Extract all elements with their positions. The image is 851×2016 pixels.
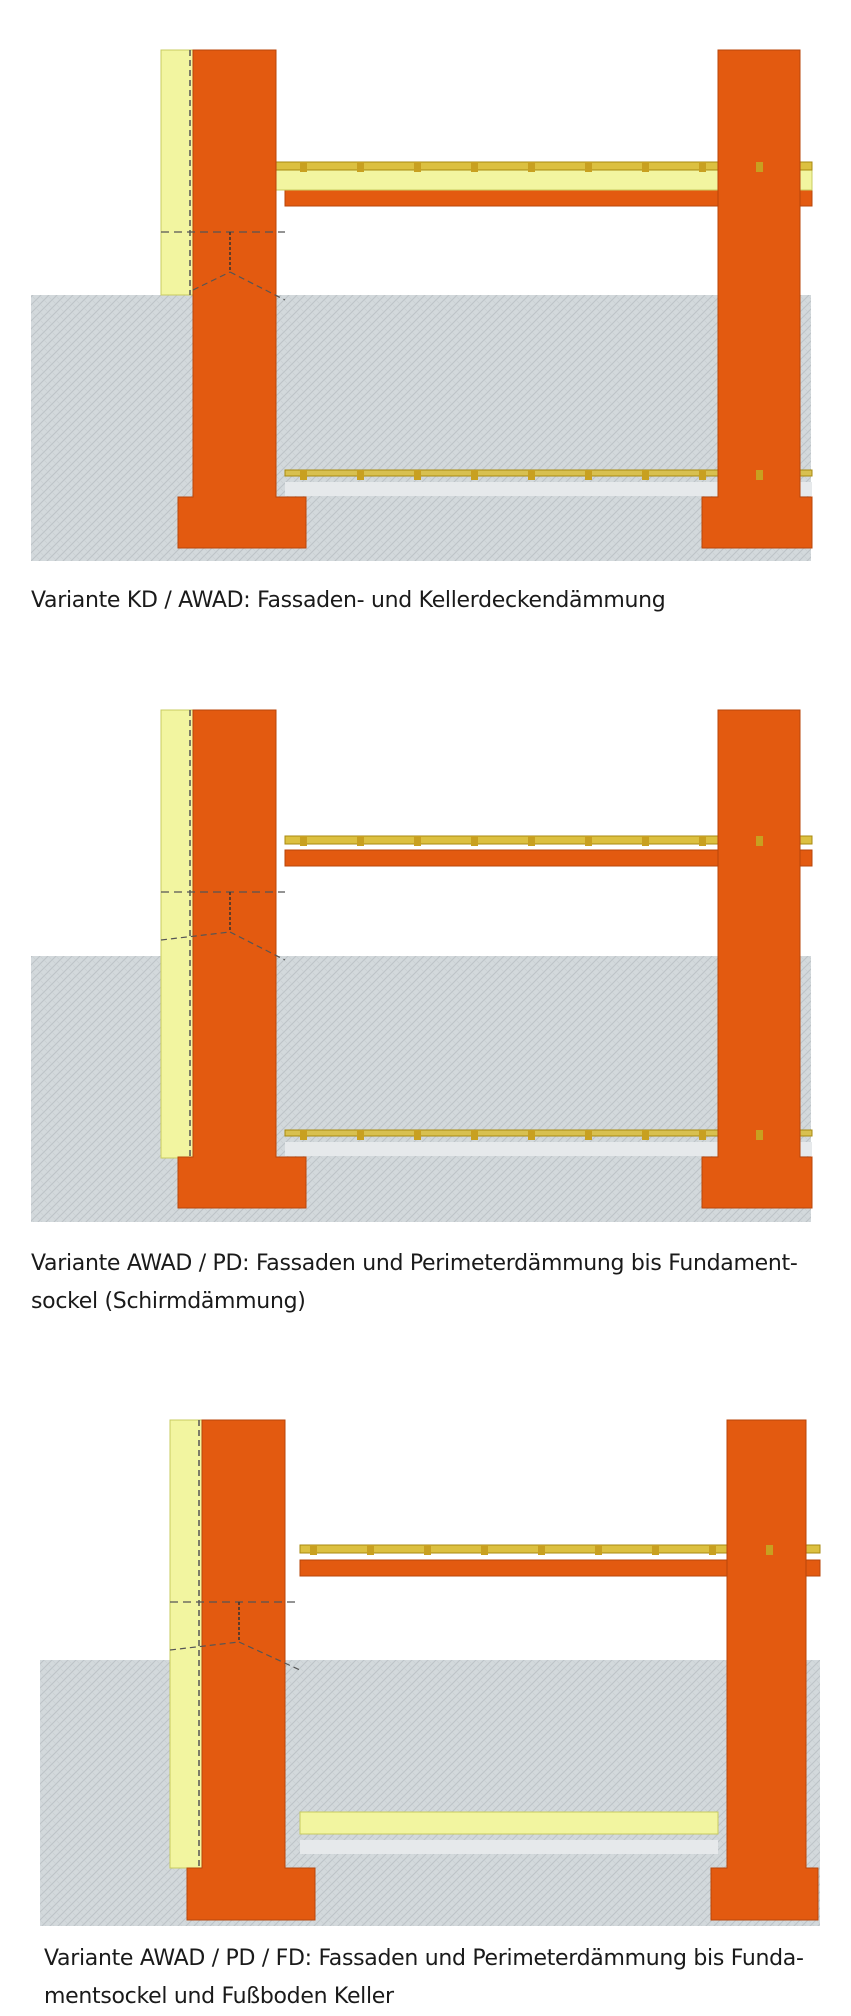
floor-batten [766, 1545, 773, 1555]
floor-batten [357, 1130, 364, 1140]
floor-batten [528, 1130, 535, 1140]
caption-variant-3-line1: Variante AWAD / PD / FD: Fassaden und Perimeterdämmung bis Funda- [44, 1946, 804, 1971]
floor-batten [367, 1545, 374, 1555]
floor-batten [528, 162, 535, 172]
floor-batten [310, 1545, 317, 1555]
floor-batten [585, 470, 592, 480]
floor-batten [756, 470, 763, 480]
floor-batten [357, 836, 364, 846]
caption-variant-1 [31, 582, 811, 620]
floor-batten [414, 162, 421, 172]
floor-batten [528, 836, 535, 846]
floor-batten [585, 836, 592, 846]
floor-batten [414, 836, 421, 846]
floor-batten [300, 162, 307, 172]
diagram-variant-kd-awad [0, 0, 851, 600]
floor-batten [357, 470, 364, 480]
soil-area [31, 295, 811, 561]
facade-insulation [170, 1420, 202, 1868]
floor-insulation [300, 1812, 718, 1834]
floor-batten [538, 1545, 545, 1555]
section-drawing-3 [0, 1360, 851, 1960]
caption-variant-2-line2: sockel (Schirmdämmung) [31, 1289, 306, 1314]
floor-batten [699, 836, 706, 846]
basement-floor-cavity [300, 1840, 718, 1854]
floor-batten [471, 1130, 478, 1140]
floor-batten [756, 1130, 763, 1140]
floor-batten [756, 836, 763, 846]
floor-batten [300, 836, 307, 846]
floor-batten [414, 470, 421, 480]
section-drawing-1 [0, 0, 851, 600]
floor-batten [471, 836, 478, 846]
floor-batten [300, 1130, 307, 1140]
floor-batten [471, 470, 478, 480]
floor-batten [595, 1545, 602, 1555]
soil-area [31, 956, 811, 1222]
section-drawing-2 [0, 660, 851, 1260]
floor-batten [642, 470, 649, 480]
floor-batten [642, 162, 649, 172]
facade-insulation [161, 50, 193, 295]
caption-variant-2 [31, 1245, 811, 1321]
caption-variant-2-line1: Variante AWAD / PD: Fassaden und Perimeterdämmung bis Fundament- [31, 1251, 798, 1276]
floor-batten [357, 162, 364, 172]
caption-variant-3 [44, 1940, 824, 2016]
soil-area [40, 1660, 820, 1926]
floor-batten [699, 470, 706, 480]
floor-batten [471, 162, 478, 172]
floor-batten [642, 1130, 649, 1140]
floor-batten [699, 162, 706, 172]
floor-batten [756, 162, 763, 172]
floor-batten [414, 1130, 421, 1140]
floor-batten [652, 1545, 659, 1555]
floor-batten [585, 1130, 592, 1140]
floor-batten [642, 836, 649, 846]
caption-variant-1-text: Variante KD / AWAD: Fassaden- und Kellerdeckendämmung [31, 588, 666, 613]
diagram-variant-awad-pd [0, 660, 851, 1260]
right-wall [711, 1420, 818, 1920]
floor-batten [528, 470, 535, 480]
caption-variant-3-line2: mentsockel und Fußboden Keller [44, 1984, 394, 2009]
floor-batten [709, 1545, 716, 1555]
diagram-variant-awad-pd-fd [0, 1360, 851, 1960]
floor-batten [699, 1130, 706, 1140]
floor-batten [585, 162, 592, 172]
floor-batten [300, 470, 307, 480]
floor-batten [424, 1545, 431, 1555]
floor-batten [481, 1545, 488, 1555]
facade-insulation [161, 710, 193, 1158]
